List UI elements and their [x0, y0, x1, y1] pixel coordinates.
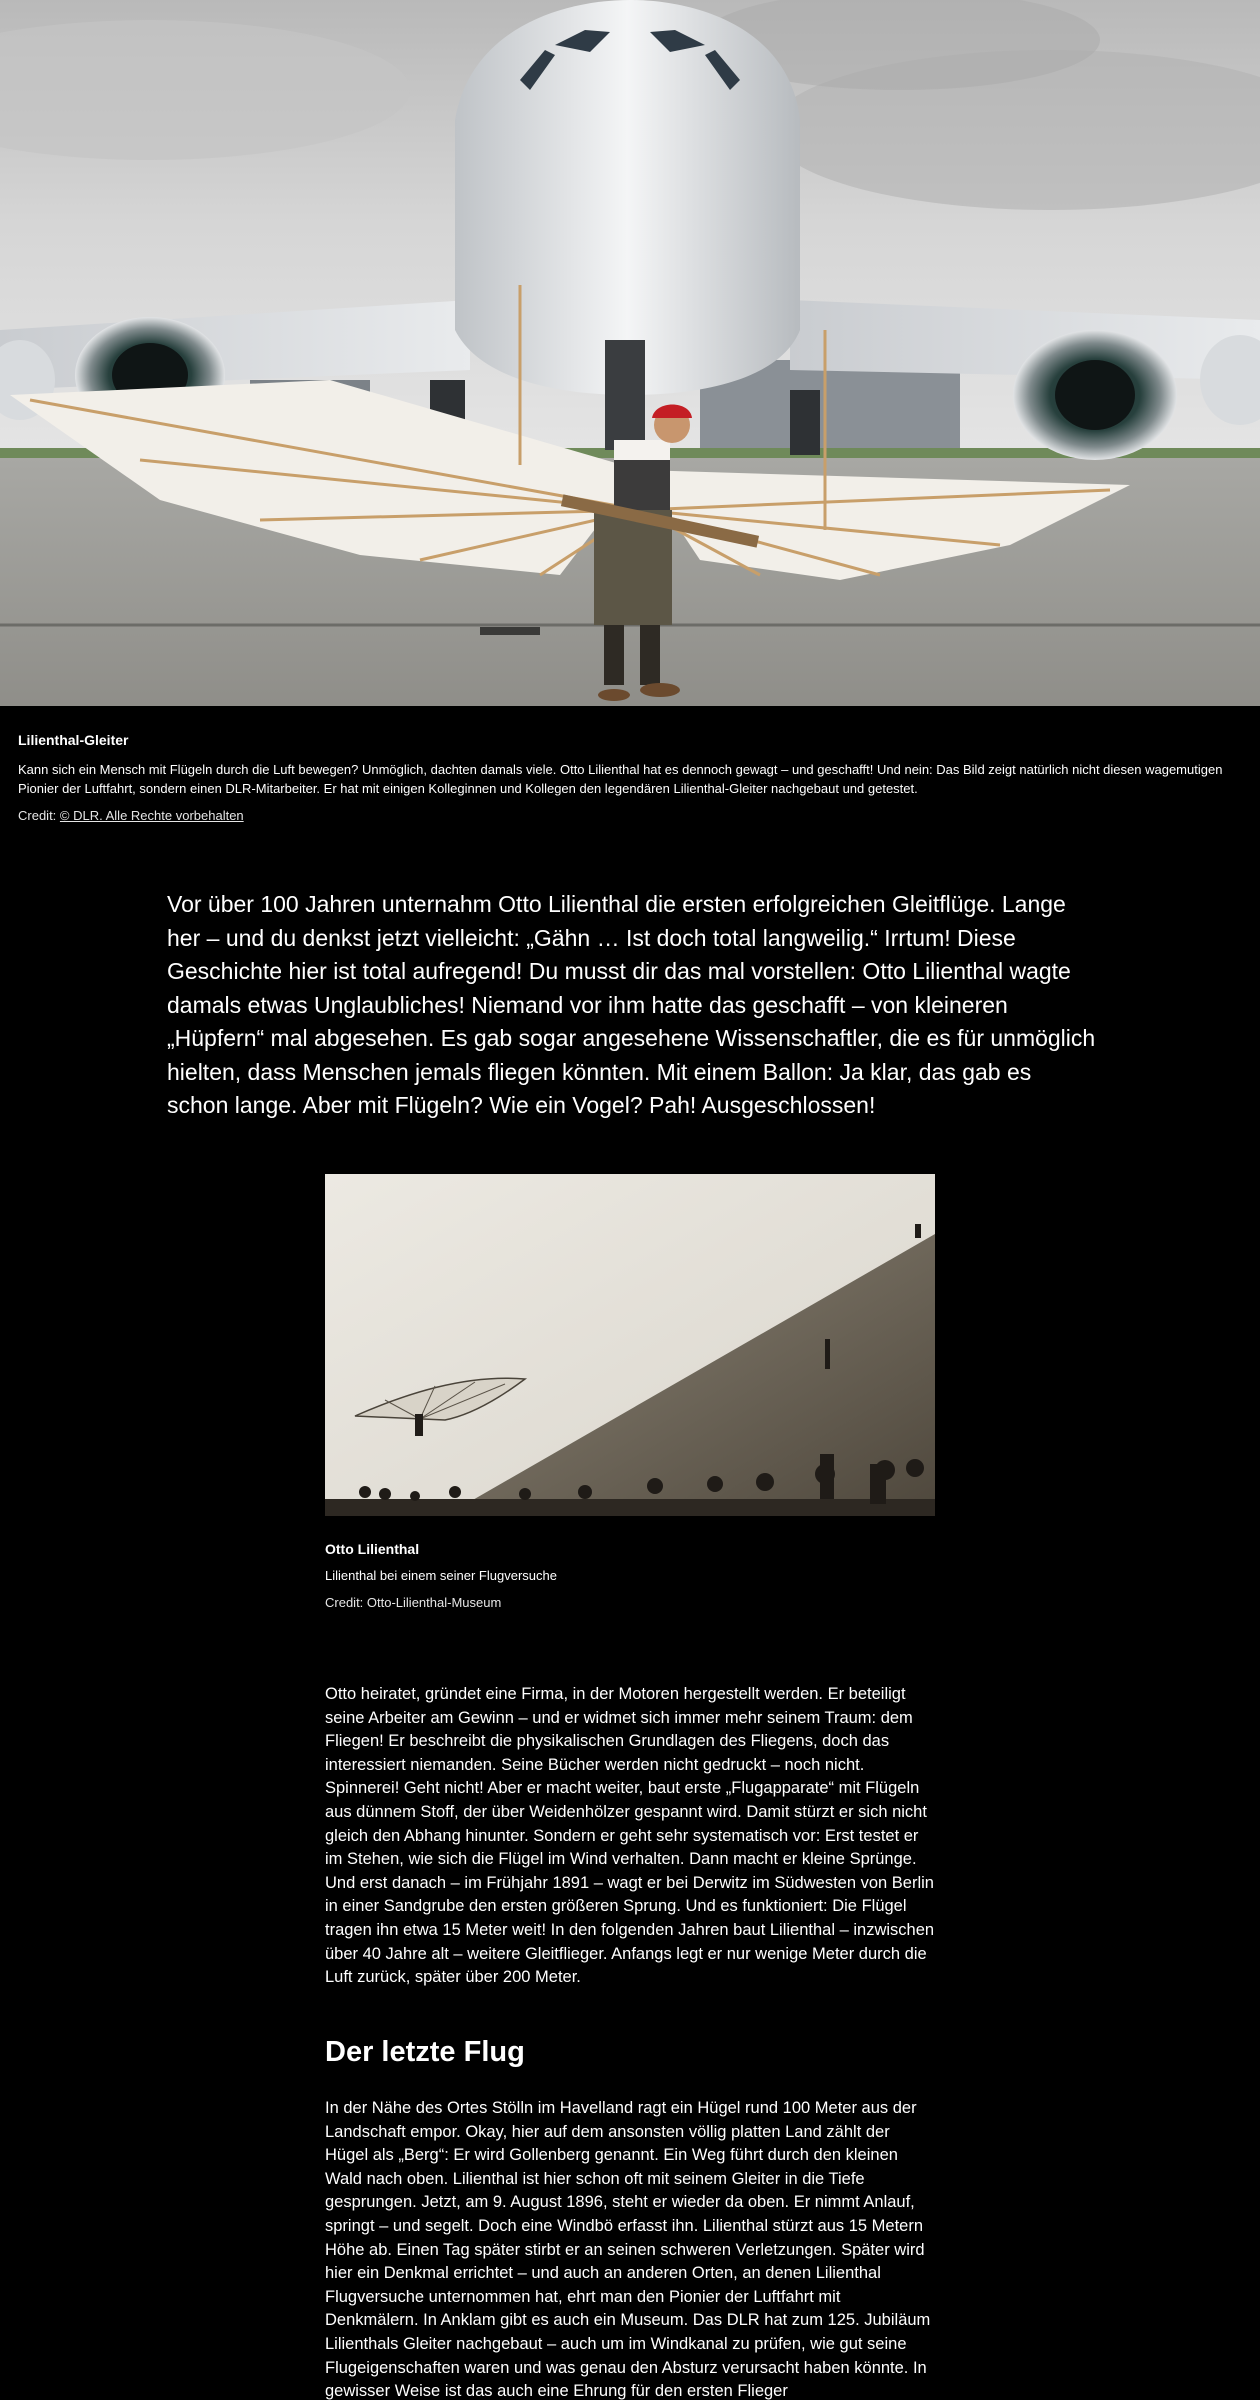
- body-paragraph-1: Otto heiratet, gründet eine Firma, in der Motoren hergestellt werden. Er beteiligt seine Arbeiter am Gewinn – und er widmet sich immer mehr seinem Traum: dem Fliegen! Er beschreibt die physikalischen Grundlagen des Fliegens, doch das interessiert niemanden. Seine Bücher werden nicht gedruckt – noch nicht. Spinnerei! Geht nicht! Aber er macht weiter, baut erste „Flugapparate“ mit Flügeln aus dünnem Stoff, der über Weidenhölzer gespannt wird. Damit stürzt er sich nicht gleich den Abhang hinunter. Sondern er geht sehr systematisch vor: Erst testet er im Stehen, wie sich die Flügel im Wind verhalten. Dann macht er kleine Sprünge. Und erst danach – im Frühjahr 1891 – wagt er bei Derwitz im Südwesten von Berlin in einer Sandgrube den ersten größeren Sprung. Und es funktioniert: Die Flügel tragen ihn etwa 15 Meter weit! In den folgenden Jahren baut Lilienthal – inzwischen über 40 Jahre alt – weitere Gleitflieger. Anfangs legt er nur wenige Meter durch die Luft zurück, später über 200 Meter.: [325, 1685, 935, 1987]
- hero-illustration: [0, 0, 1260, 706]
- figure-caption: Lilienthal bei einem seiner Flugversuche: [325, 1568, 557, 1583]
- lilienthal-photo: [325, 1174, 935, 1516]
- body-paragraph-2: In der Nähe des Ortes Stölln im Havelland ragt ein Hügel rund 100 Meter aus der Landschaft empor. Okay, hier auf dem ansonsten völlig platten Land zählt der Hügel als „Berg“: Er wird Gollenberg genannt. Ein Weg führt durch den kleinen Wald nach oben. Lilienthal ist hier schon oft mit seinem Gleiter in die Tiefe gesprungen. Jetzt, am 9. August 1896, steht er wieder da oben. Er nimmt Anlauf, springt – und segelt. Doch eine Windbö erfasst ihn. Lilienthal stürzt aus 15 Metern Höhe ab. Einen Tag später stirbt er an seinen schweren Verletzungen. Später wird hier ein Denkmal errichtet – und auch an anderen Orten, an denen Lilienthal Flugversuche unternommen hat, ehrt man den Pionier der Luftfahrt mit Denkmälern. In Anklam gibt es auch ein Museum. Das DLR hat zum 125. Jubiläum Lilienthals Gleiter nachgebaut – auch um im Windkanal zu prüfen, wie gut seine Flugeigenschaften waren und was genau den Absturz verursacht haben könnte. In gewisser Weise ist das auch eine Ehrung für den ersten Flieger: [325, 2099, 931, 2400]
- hero-credit-label: Credit:: [18, 808, 57, 823]
- lilienthal-photo-illustration: [325, 1174, 935, 1516]
- hero-image: [0, 0, 1260, 706]
- hero-credit: [18, 806, 1238, 825]
- lead-paragraph: Vor über 100 Jahren unternahm Otto Lilienthal die ersten erfolgreichen Gleitflüge. Lange her – und du denkst jetzt vielleicht: „Gähn … Ist doch total langweilig.“ Irrtum! Diese Geschichte hier ist total aufregend! Du musst dir das mal vorstellen: Otto Lilienthal wagte damals etwas Unglaubliches! Niemand vor ihm hatte das geschafft – von kleineren „Hüpfern“ mal abgesehen. Es gab sogar angesehene Wissenschaftler, die es für unmöglich hielten, dass Menschen jemals fliegen könnten. Mit einem Ballon: Ja klar, das gab es schon lange. Aber mit Flügeln? Wie ein Vogel? Pah! Ausgeschlossen!: [167, 891, 1096, 1118]
- hero-credit-link[interactable]: © DLR. Alle Rechte vorbehalten: [59, 808, 244, 823]
- section-heading: Der letzte Flug: [325, 2036, 525, 2068]
- figure-credit: Credit: Otto-Lilienthal-Museum: [325, 1595, 502, 1610]
- figure-title: Otto Lilienthal: [325, 1541, 420, 1557]
- hero-caption-text: Kann sich ein Mensch mit Flügeln durch die Luft bewegen? Unmöglich, dachten damals viele. Otto Lilienthal hat es dennoch gewagt – und geschafft! Und nein: Das Bild zeigt natürlich nicht diesen wagemutigen Pionier der Luftfahrt, sondern einen DLR-Mitarbeiter. Er hat mit einigen Kolleginnen und Kollegen den legendären Lilienthal-Gleiter nachgebaut und getestet.: [18, 762, 1223, 796]
- figure-lilienthal: [325, 1174, 935, 1612]
- hero-caption-title: Lilienthal-Gleiter: [18, 732, 129, 748]
- hero-caption: [18, 730, 1238, 825]
